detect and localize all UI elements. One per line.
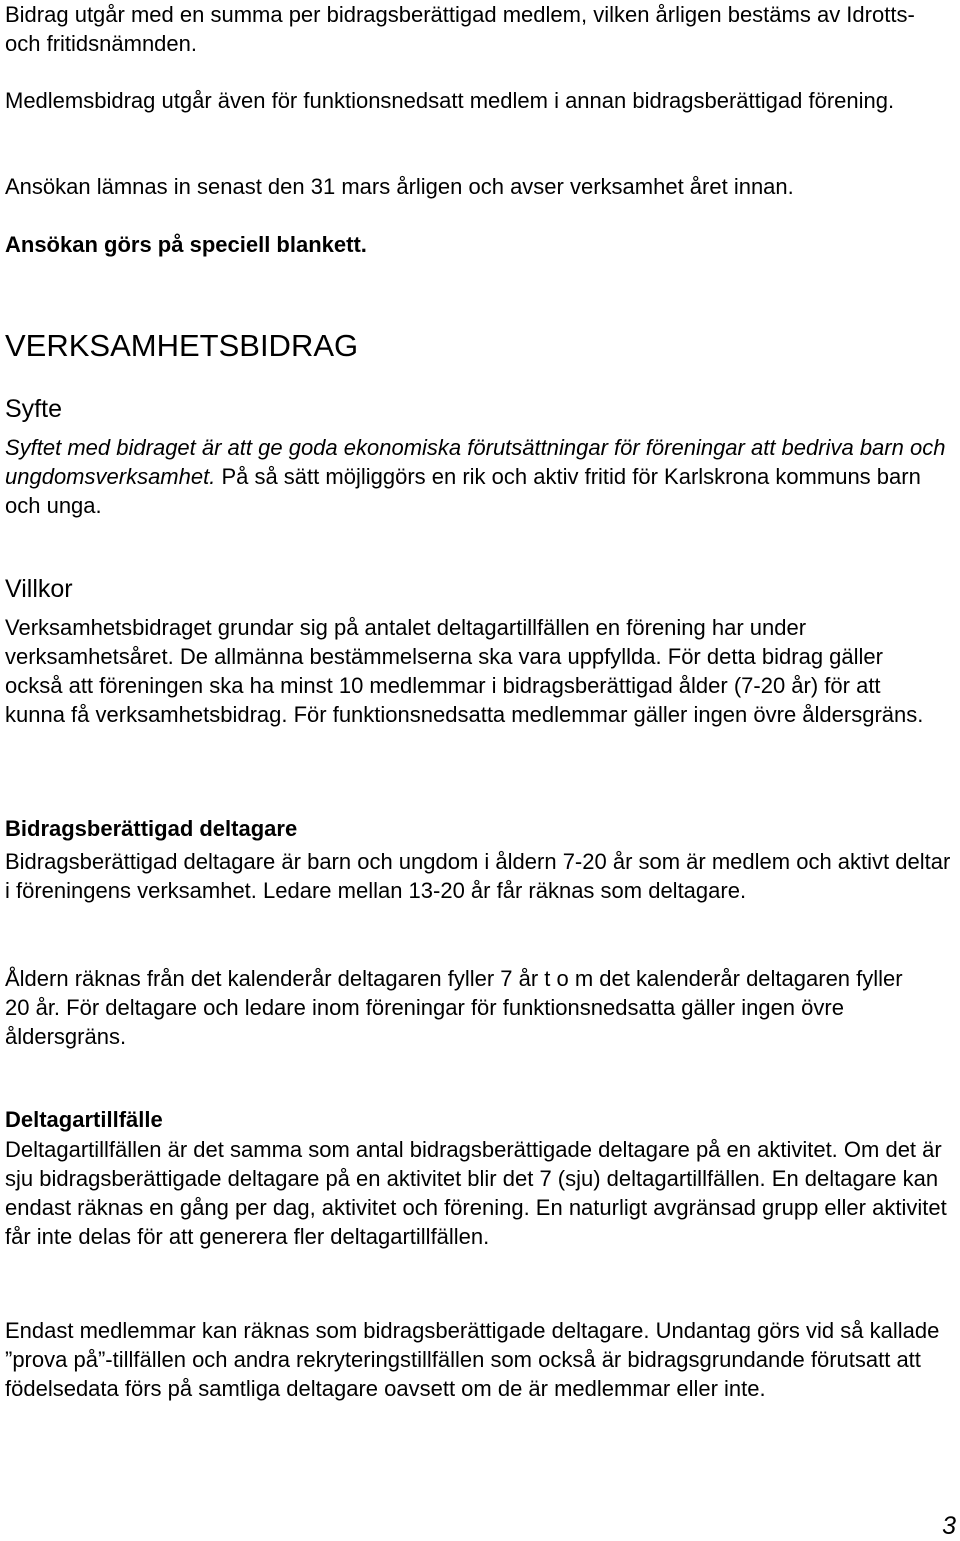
intro-paragraph-4: Ansökan görs på speciell blankett. — [5, 232, 367, 257]
bidragsberattigad-paragraph-1: Bidragsberättigad deltagare är barn och ungdom i åldern 7-20 år som är medlem och aktivt deltar i föreningens verksamhet. Ledare mellan 13-20 år får räknas som deltagare. — [5, 849, 951, 903]
section-title: VERKSAMHETSBIDRAG — [5, 328, 359, 363]
villkor-heading: Villkor — [5, 575, 73, 603]
bidragsberattigad-heading: Bidragsberättigad deltagare — [5, 816, 298, 841]
deltagartillfalle-paragraph-2: Endast medlemmar kan räknas som bidragsberättigade deltagare. Undantag görs vid så kallade ”prova på”-tillfällen och andra rekryteringstillfällen som också är bidragsgrundande förutsatt att födelsedata förs på samtliga deltagare oavsett om de är medlemmar eller inte. — [5, 1318, 940, 1401]
bidragsberattigad-paragraph-2: Åldern räknas från det kalenderår deltagaren fyller 7 år t o m det kalenderår deltagaren fyller 20 år. För deltagare och ledare inom föreningar för funktionsnedsatta gäller ingen övre åldersgräns. — [5, 966, 903, 1049]
deltagartillfalle-heading: Deltagartillfälle — [5, 1107, 163, 1132]
page-number: 3 — [942, 1512, 956, 1540]
syfte-heading: Syfte — [5, 395, 62, 423]
intro-paragraph-2: Medlemsbidrag utgår även för funktionsnedsatt medlem i annan bidragsberättigad förening. — [5, 88, 895, 113]
intro-paragraph-3: Ansökan lämnas in senast den 31 mars årligen och avser verksamhet året innan. — [5, 174, 794, 199]
syfte-text-a: Syftet med bidraget är att ge goda ekonomiska förutsättningar för föreningar att bedriva barn och ungdomsverksamhet. — [5, 435, 946, 489]
syfte-text-b: På så sätt möjliggörs en rik och aktiv fritid för Karlskrona kommuns barn och unga. — [5, 464, 921, 518]
villkor-text: Verksamhetsbidraget grundar sig på antalet deltagartillfällen en förening har under verksamhetsåret. De allmänna bestämmelserna ska vara uppfyllda. För detta bidrag gäller också att föreningen ska ha minst 10 medlemmar i bidragsberättigad ålder (7-20 år) för att kunna få verksamhetsbidrag. För funktionsnedsatta medlemmar gäller ingen övre åldersgräns. — [5, 615, 924, 727]
syfte-text — [5, 433, 950, 520]
intro-paragraph-1: Bidrag utgår med en summa per bidragsberättigad medlem, vilken årligen bestäms av Idrotts- och fritidsnämnden. — [5, 2, 915, 56]
deltagartillfalle-paragraph-1: Deltagartillfällen är det samma som antal bidragsberättigade deltagare på en aktivitet. Om det är sju bidragsberättigade deltagare på en aktivitet blir det 7 (sju) deltagartillfällen. En deltagare kan endast räknas en gång per dag, aktivitet och förening. En naturligt avgränsad grupp eller aktivitet får inte delas för att generera fler deltagartillfällen. — [5, 1137, 947, 1249]
